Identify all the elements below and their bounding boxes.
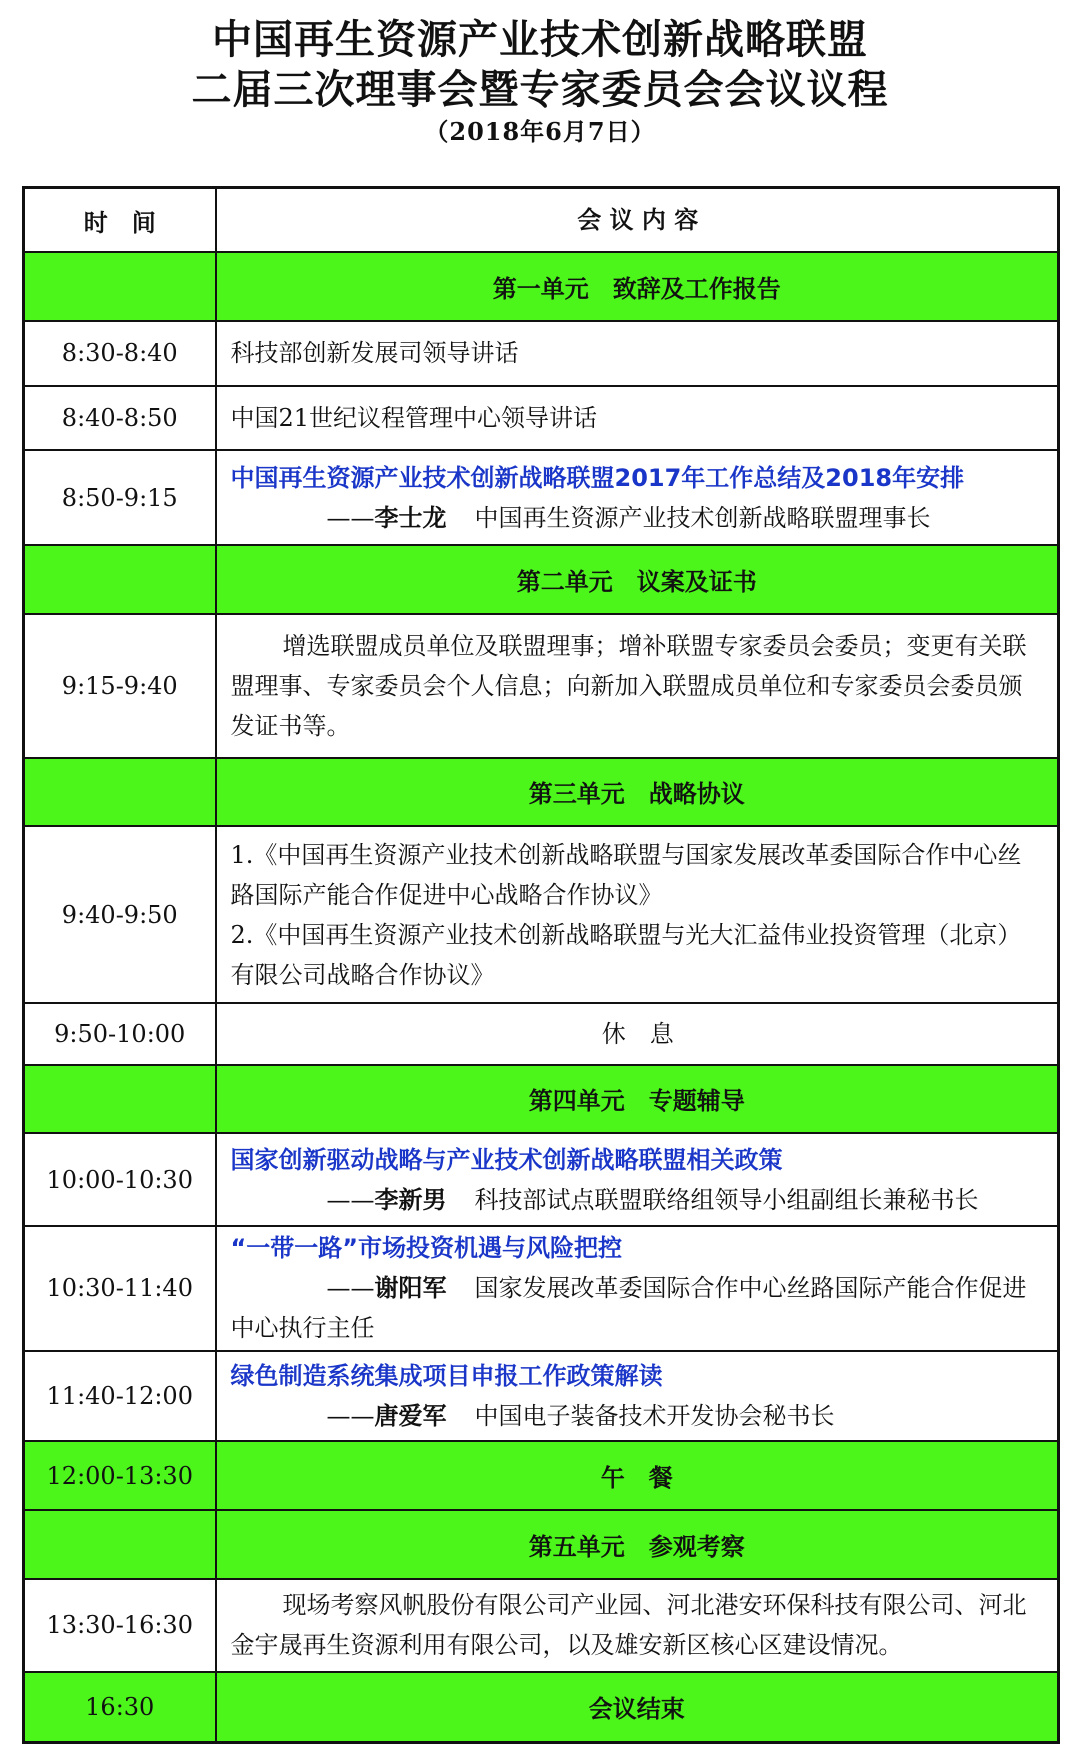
table-row	[24, 1579, 1059, 1671]
content-cell	[216, 450, 1059, 544]
dash: ——	[326, 1402, 375, 1431]
closing-row	[24, 1672, 1059, 1743]
table-row	[24, 386, 1059, 451]
agenda-table	[22, 186, 1060, 1744]
table-row	[24, 614, 1059, 758]
time-cell: 9:50-10:00	[24, 1003, 216, 1065]
header-time: 时 间	[24, 188, 216, 253]
time-cell: 11:40-12:00	[24, 1351, 216, 1441]
speaker-line	[231, 1180, 1046, 1220]
agenda-title-line1: 中国再生资源产业技术创新战略联盟	[212, 17, 868, 63]
content-cell: 午 餐	[216, 1441, 1059, 1510]
content-cell: 现场考察风帆股份有限公司产业园、河北港安环保科技有限公司、河北金宇晟再生资源利用有限公司，以及雄安新区核心区建设情况。	[216, 1579, 1059, 1671]
section-title: 第三单元 战略协议	[216, 758, 1059, 827]
section-title: 第一单元 致辞及工作报告	[216, 252, 1059, 321]
agenda-title-line2: 二届三次理事会暨专家委员会会议议程	[191, 67, 889, 113]
speaker-line	[231, 498, 1046, 538]
speaker-role: 科技部试点联盟联络组领导小组副组长兼秘书长	[474, 1185, 979, 1214]
table-row	[24, 1226, 1059, 1351]
section-time-cell	[24, 1510, 216, 1579]
speaker-name: 谢阳军	[374, 1274, 447, 1303]
agreement-item: 2.《中国再生资源产业技术创新战略联盟与光大汇益伟业投资管理（北京）有限公司战略合作协议》	[230, 920, 1022, 989]
agreement-item: 1.《中国再生资源产业技术创新战略联盟与国家发展改革委国际合作中心丝路国际产能合作促进中心战略合作协议》	[230, 840, 1022, 909]
dash: ——	[326, 1274, 375, 1303]
section-time-cell	[24, 252, 216, 321]
talk-topic: “一带一路”市场投资机遇与风险把控	[230, 1234, 623, 1263]
agenda-date: （2018年6月7日）	[424, 117, 656, 146]
header-content: 会 议 内 容	[216, 188, 1059, 253]
section-title: 第二单元 议案及证书	[216, 545, 1059, 614]
table-row	[24, 826, 1059, 1003]
content-cell	[216, 1133, 1059, 1225]
talk-topic: 国家创新驱动战略与产业技术创新战略联盟相关政策	[230, 1145, 783, 1174]
content-cell	[216, 1351, 1059, 1441]
section-row	[24, 1510, 1059, 1579]
time-cell: 8:30-8:40	[24, 321, 216, 386]
speaker-role: 国家发展改革委国际合作中心丝路国际产能合作促进中心执行主任	[230, 1274, 1027, 1343]
table-row	[24, 450, 1059, 544]
time-cell: 12:00-13:30	[24, 1441, 216, 1510]
dash: ——	[326, 503, 375, 532]
section-time-cell	[24, 545, 216, 614]
speaker-role: 中国电子装备技术开发协会秘书长	[474, 1402, 835, 1431]
table-row	[24, 1351, 1059, 1441]
time-cell: 10:00-10:30	[24, 1133, 216, 1225]
section-title: 第四单元 专题辅导	[216, 1065, 1059, 1134]
time-cell: 9:15-9:40	[24, 614, 216, 758]
time-cell: 8:40-8:50	[24, 386, 216, 451]
section-time-cell	[24, 1065, 216, 1134]
dash: ——	[326, 1185, 375, 1214]
speaker-name: 李新男	[374, 1185, 447, 1214]
content-cell	[216, 826, 1059, 1003]
table-row	[24, 1003, 1059, 1065]
speaker-line	[231, 1396, 1046, 1436]
speaker-name: 李士龙	[374, 503, 447, 532]
time-cell: 10:30-11:40	[24, 1226, 216, 1351]
content-cell: 中国21世纪议程管理中心领导讲话	[216, 386, 1059, 451]
time-cell: 8:50-9:15	[24, 450, 216, 544]
talk-topic: 绿色制造系统集成项目申报工作政策解读	[230, 1362, 663, 1391]
content-cell: 会议结束	[216, 1672, 1059, 1743]
section-row	[24, 1065, 1059, 1134]
content-cell: 增选联盟成员单位及联盟理事；增补联盟专家委员会委员；变更有关联盟理事、专家委员会个人信息；向新加入联盟成员单位和专家委员会委员颁发证书等。	[216, 614, 1059, 758]
content-cell: 休 息	[216, 1003, 1059, 1065]
table-row	[24, 321, 1059, 386]
time-cell: 9:40-9:50	[24, 826, 216, 1003]
section-row	[24, 252, 1059, 321]
lunch-row	[24, 1441, 1059, 1510]
time-cell: 13:30-16:30	[24, 1579, 216, 1671]
speaker-role: 中国再生资源产业技术创新战略联盟理事长	[474, 503, 931, 532]
section-row	[24, 545, 1059, 614]
section-time-cell	[24, 758, 216, 827]
time-cell: 16:30	[24, 1672, 216, 1743]
speaker-name: 唐爱军	[374, 1402, 447, 1431]
section-title: 第五单元 参观考察	[216, 1510, 1059, 1579]
table-header-row	[24, 188, 1059, 253]
content-cell	[216, 1226, 1059, 1351]
talk-topic: 中国再生资源产业技术创新战略联盟2017年工作总结及2018年安排	[230, 463, 965, 492]
speaker-line	[231, 1268, 1046, 1348]
table-row	[24, 1133, 1059, 1225]
section-row	[24, 758, 1059, 827]
content-cell: 科技部创新发展司领导讲话	[216, 321, 1059, 386]
